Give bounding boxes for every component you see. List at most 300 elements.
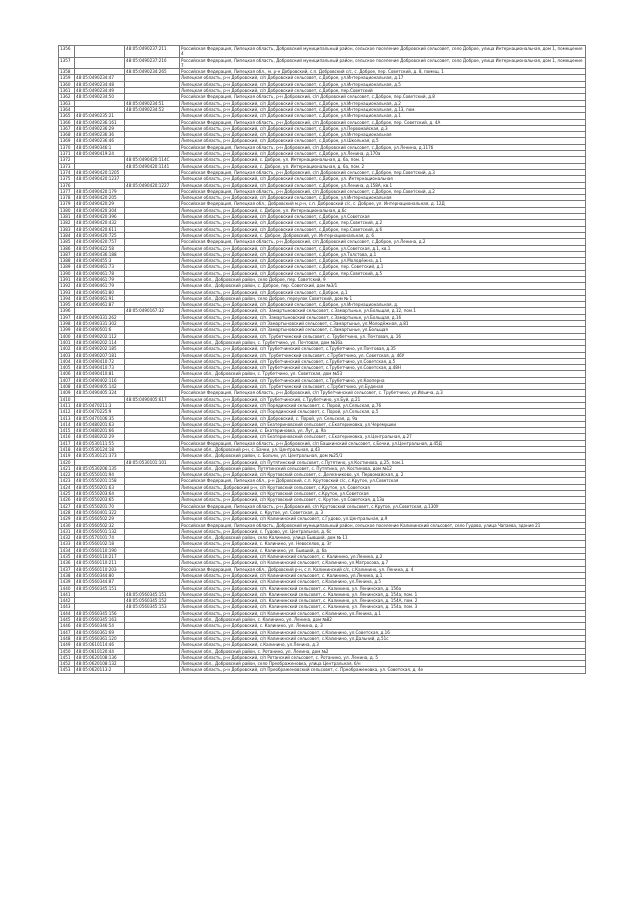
land-cadastral-number-cell: 48:05:0560361:120 xyxy=(75,635,125,641)
address-cell: Российская Федерация, Липецкая область, р-н Добровский, с/п Добровский сельсовет, с.Доброе, пер.Советский, д.8 xyxy=(180,94,586,100)
address-cell: Липецкая обл., Добровский район, село Доброе, переулок Советский, дом № 1 xyxy=(180,295,586,301)
address-cell: Липецкая область, р-н Добровский, с/п. Калининский сельсовет, с. Калинино, ул. Ленинская, д. 154а, пом. 1 xyxy=(180,591,586,597)
row-number-cell: 1416 xyxy=(59,434,75,440)
row-number-cell: 1413 xyxy=(59,415,75,421)
row-number-cell: 1417 xyxy=(59,440,75,446)
land-cadastral-number-cell: 48:05:0490410:72 xyxy=(75,358,125,364)
building-cadastral-number-cell xyxy=(125,667,180,673)
building-cadastral-number-cell: 48:05:0490420:1141 xyxy=(125,163,180,169)
land-cadastral-number-cell: 48:05:0550201:70 xyxy=(75,503,125,509)
address-cell: Липецкая область, р-н Добровский, с/п. Трубетчинский сельсовет, с.Трубетчино, ул.Буденая xyxy=(180,384,586,390)
address-cell: Липецкая обл., Добровский район, с. Доброе, пер. Советский, дом №3/1 xyxy=(180,283,586,289)
row-number-cell: 1449 xyxy=(59,642,75,648)
row-number-cell: 1439 xyxy=(59,579,75,585)
land-cadastral-number-cell: 48:05:0490461:80 xyxy=(75,289,125,295)
address-cell: Липецкая область, р-н Добровский, с. Доброе, ул. Интернациональная, д. 6а, пом. 2 xyxy=(180,163,586,169)
address-cell: Липецкая область, р-н Добровский, с. Доброе, ул. Интернациональная, д.6с xyxy=(180,207,586,213)
address-cell: Липецкая область, р-н Добровский, с/п Замартыновский сельсовет, с.Замартынье, ул.Молодёжная, д.81 xyxy=(180,321,586,327)
address-cell: Липецкая область, р-н Добровский, с/п Преображеновский сельсовет, с. Преображеновка, ул. Советская, д. 4е xyxy=(180,667,586,673)
land-cadastral-number-cell: 48:05:0490461:73 xyxy=(75,264,125,270)
row-number-cell: 1388 xyxy=(59,258,75,264)
address-cell: Липецкая область, р-н Добровский, с/п Добровский сельсовет, с.Доброе, ул.Ленина, д.170а xyxy=(180,151,586,157)
building-cadastral-number-cell: 48:05:0490167:32 xyxy=(125,308,180,314)
address-cell: Липецкая область, р-н Добровский, с/п Трубетчинский сельсовет, с.Трубетчино, ул.Советская, д.5 xyxy=(180,358,586,364)
row-number-cell: 1358 xyxy=(59,69,75,75)
land-cadastral-number-cell: 48:05:0490346:1 xyxy=(75,144,125,150)
row-number-cell: 1379 xyxy=(59,201,75,207)
row-number-cell: 1438 xyxy=(59,572,75,578)
address-cell: Липецкая область, р-н Добровский, с/п Ротанский сельсовет, с. Ротанино, ул. Ленина, д. 5 xyxy=(180,654,586,660)
row-number-cell: 1389 xyxy=(59,264,75,270)
land-cadastral-number-cell: 48:05:0560345:163 xyxy=(75,617,125,623)
address-cell: Липецкая область, р-н Добровский, с/п Калининский сельсовет, с.Калинино, ул.Советская, д.16 xyxy=(180,629,586,635)
address-cell: Липецкая область, р-н Добровский, с/п Калининский сельсовет, с.Гудово, ул.Центральная, д.9 xyxy=(180,516,586,522)
row-number-cell: 1357 xyxy=(59,57,75,69)
land-cadastral-number-cell: 48:05:0560345:156 xyxy=(75,610,125,616)
land-cadastral-number-cell: 48:05:0560361:69 xyxy=(75,629,125,635)
row-number-cell: 1432 xyxy=(59,535,75,541)
address-cell: Липецкая область, р-н Добровский, с/п Крутовский сельсовет, с. Делезниково, ул. Первомайская, д. 2 xyxy=(180,472,586,478)
land-cadastral-number-cell: 48:05:0550101:94 xyxy=(75,472,125,478)
land-cadastral-number-cell: 48:05:0490410:73 xyxy=(75,365,125,371)
land-cadastral-number-cell: 48:05:0490420:757 xyxy=(75,239,125,245)
address-cell: Липецкая область, р-н Добровский, с/п Калининский сельсовет, с.Калинино, ул.Ленина, д.5 xyxy=(180,579,586,585)
land-cadastral-number-cell: 48:05:0490202:112 xyxy=(75,333,125,339)
row-number-cell: 1376 xyxy=(59,182,75,188)
address-cell: Липецкая область, р-н Добровский, с/п Трубетчинский, с.Трубетчино, ул.Буй, д.21 xyxy=(180,396,586,402)
address-cell: Российская Федерация, Липецкая область, р-н Добровский, с/п Добровский сельсовет, с.Доброе, пер. Советский, д. 4А xyxy=(180,119,586,125)
row-number-cell: 1422 xyxy=(59,472,75,478)
land-cadastral-number-cell: 48:05:0480201:63 xyxy=(75,421,125,427)
land-cadastral-number-cell: 48:05:0490422:58 xyxy=(75,245,125,251)
row-number-cell: 1365 xyxy=(59,113,75,119)
address-cell: Липецкая область, р-н Добровский, с. Калинино, ул. Ленина, д. 3 xyxy=(180,623,586,629)
land-cadastral-number-cell: 48:05:0490501:6 xyxy=(75,327,125,333)
land-cadastral-number-cell: 48:05:0550201:158 xyxy=(75,478,125,484)
address-cell: Липецкая область, р-н Добровский, с/п Путятинский сельсовет, с.Путятино, ул.Костинова, д.25, пом.1 xyxy=(180,459,586,465)
address-cell: Липецкая область, р-н Добровский, с/п. Калининский сельсовет, с. Калинино, ул. Ленинская, д. 154А, пом. 2 xyxy=(180,598,586,604)
land-cadastral-number-cell: 48:05:0610114:46 xyxy=(75,642,125,648)
row-number-cell: 1360 xyxy=(59,81,75,87)
land-cadastral-number-cell: 48:05:0550201:63 xyxy=(75,484,125,490)
land-cadastral-number-cell: 48:05:0490461:79 xyxy=(75,283,125,289)
row-number-cell: 1411 xyxy=(59,402,75,408)
address-cell: Липецкая область, р-н Добровский, с/п. Трубетчинский сельсовет, с.Трубетчино, ул. Советская, д. 46У xyxy=(180,352,586,358)
land-cadastral-number-cell: 48:05:0560502:29 xyxy=(75,516,125,522)
land-cadastral-number-cell: 48:05:0560110:211 xyxy=(75,560,125,566)
row-number-cell: 1399 xyxy=(59,327,75,333)
land-cadastral-number-cell: 48:05:0530124:18 xyxy=(75,447,125,453)
land-cadastral-number-cell: 48:05:0490331:262 xyxy=(75,314,125,320)
land-cadastral-number-cell: 48:05:0490405:324 xyxy=(75,390,125,396)
land-cadastral-number-cell: 48:05:0610120:44 xyxy=(75,648,125,654)
row-number-cell: 1435 xyxy=(59,554,75,560)
building-cadastral-number-cell: 48:05:0490237:211 xyxy=(125,46,180,58)
row-number-cell: 1370 xyxy=(59,144,75,150)
address-cell: Липецкая область, р-н Добровский, с/п Екатериновский сельсовет, с.Екатериновка, ул.Черемушки xyxy=(180,421,586,427)
row-number-cell: 1452 xyxy=(59,661,75,667)
address-cell: Липецкая область, р-н Добровский, с. Доброе, Добровский, ул. Интернациональная, д. 6 xyxy=(180,232,586,238)
address-cell: Липецкая область, р-н Добровский, с/п Добровский сельсовет, с.Доброе, ул.Интернациональная, д. xyxy=(180,302,586,308)
row-number-cell: 1397 xyxy=(59,314,75,320)
land-cadastral-number-cell: 48:05:0490202:114 xyxy=(75,339,125,345)
row-number-cell: 1383 xyxy=(59,226,75,232)
land-cadastral-number-cell: 48:05:0490420:179 xyxy=(75,188,125,194)
row-number-cell: 1391 xyxy=(59,276,75,282)
row-number-cell: 1377 xyxy=(59,188,75,194)
address-cell: Липецкая область, р-н Добровский, с/п Добровский сельсовет, с.Доброе, ул.Интернациональная, д.17 xyxy=(180,75,586,81)
address-cell: Липецкая область, р-н Добровский, с. Калинино, ул. Невоселов, д. 3г xyxy=(180,541,586,547)
row-number-cell: 1375 xyxy=(59,176,75,182)
row-number-cell: 1409 xyxy=(59,390,75,396)
land-cadastral-number-cell: 48:05:0490420:1205 xyxy=(75,169,125,175)
address-cell: Липецкая область, р-н Добровский, с/п Калининский сельсовет, с.Калинино, ул.Ленина, д.1 xyxy=(180,610,586,616)
address-cell: Липецкая область, р-н Добровский, с/п Добровский сельсовет, с.Доброе, ул.Советская xyxy=(180,214,586,220)
address-cell: Липецкая область, р-н Добровский, с/п. Калининский сельсовет, с. Калинино, ул. Ленинская, д. 156а xyxy=(180,585,586,591)
address-cell: Липецкая область, р-н Добровский, с/п Добровский сельсовет, с.Доброе, пер.Советский, д.5 xyxy=(180,270,586,276)
address-cell: Российская Федерация, Липецкая область, р-н Добровский, с/п Добровский сельсовет, с.Доброе, пер.Советский, д.2 xyxy=(180,188,586,194)
building-cadastral-number-cell: 48:05:0490237:216 xyxy=(125,57,180,69)
land-cadastral-number-cell: 48:05:0620113:2 xyxy=(75,667,125,673)
address-cell: Липецкая область, р-н Добровский, с/п Добровский сельсовет, с.Доброе, ул.Школьная, д.5 xyxy=(180,138,586,144)
address-cell: Липецкая область, р-н Добровский, с/п Замартыновский сельсовет, с.Замартынье, ул.Больщая xyxy=(180,327,586,333)
address-cell: Липецкая область, р-н Добровский, с/п. Замартыновский сельсовет, с.Замартынье, ул.Больщая, д.12, пом.1 xyxy=(180,308,586,314)
row-number-cell: 1441 xyxy=(59,591,75,597)
row-number-cell: 1361 xyxy=(59,88,75,94)
land-cadastral-number-cell: 48:05:0490419:24 xyxy=(75,151,125,157)
address-cell: Липецкая обл., Добровский район, село Доброе, пер. Советский, 9 xyxy=(180,276,586,282)
address-cell: Липецкая область, р-н Добровский, с/п Добровский сельсовет, с.Доброе, д.1 xyxy=(180,289,586,295)
land-cadastral-number-cell: 48:05:0490461:91 xyxy=(75,295,125,301)
building-cadastral-number-cell: 48:05:0490234:265 xyxy=(125,69,180,75)
address-cell: Липецкая область, р-н Добровский, с/п Екатериновский сельсовет, с.Екатериновка, ул.Центральная, д.27 xyxy=(180,434,586,440)
land-cadastral-number-cell xyxy=(75,57,125,69)
row-number-cell: 1392 xyxy=(59,283,75,289)
land-cadastral-number-cell: 48:05:0490455:3 xyxy=(75,258,125,264)
land-cadastral-number-cell: 48:05:0470106:35 xyxy=(75,415,125,421)
land-cadastral-number-cell: 48:05:0490436:188 xyxy=(75,251,125,257)
row-number-cell: 1373 xyxy=(59,163,75,169)
land-cadastral-number-cell: 48:05:0490236:46 xyxy=(75,138,125,144)
land-cadastral-number-cell: 48:05:0490420:611 xyxy=(75,226,125,232)
land-cadastral-number-cell: 48:05:0490207:181 xyxy=(75,352,125,358)
address-cell: Липецкая область, р-н Добровский, с/п. Калининский сельсовет, с. Калинино, ул. Ленинская, д. 154а, пом. 3 xyxy=(180,604,586,610)
row-number-cell: 1414 xyxy=(59,421,75,427)
land-cadastral-number-cell: 48:05:0490420:396 xyxy=(75,214,125,220)
address-cell: Липецкая область, р-н Добровский, с/п Добровский сельсовет, с.Доброе, пер.Советский xyxy=(180,88,586,94)
land-cadastral-number-cell: 48:05:0560502:32 xyxy=(75,522,125,528)
row-number-cell: 1424 xyxy=(59,484,75,490)
address-cell: Липецкая область, р-н Добровский, с/п Добровский сельсовет, с.Доброе, ул.Интернациональная xyxy=(180,195,586,201)
row-number-cell: 1369 xyxy=(59,138,75,144)
address-cell: Липецкая область, Добровский р-н, с/п Крутовский сельсовет, с.Крутое, ул. Советская xyxy=(180,484,586,490)
address-cell: Липецкая область, р-н Добровский, с/п Добровский сельсовет, с.Доброе, пер.Советский, д.6 xyxy=(180,226,586,232)
row-number-cell: 1426 xyxy=(59,497,75,503)
building-cadastral-number-cell: 48:05:0560345:151 xyxy=(125,591,180,597)
row-number-cell: 1430 xyxy=(59,522,75,528)
address-cell: Российская Федерация, Липецкая область, Добровский муниципальный район, сельское поселение Калининский сельсовет, село Гудово, улица Чапаева, здание 21 xyxy=(180,522,586,528)
row-number-cell: 1372 xyxy=(59,157,75,163)
land-cadastral-number-cell: 48:05:0490331:302 xyxy=(75,321,125,327)
address-cell: Липецкая область, р-н Добровский, с/п Трубетчинский сельсовет, с.Трубетчино, ул.Почтовая, д.35 xyxy=(180,346,586,352)
land-cadastral-number-cell: 48:05:0560501:132 xyxy=(75,528,125,534)
row-number-cell: 1403 xyxy=(59,352,75,358)
land-cadastral-number-cell: 48:05:0560110:217 xyxy=(75,554,125,560)
address-cell: Российская Федерация, Липецкая область, Добровский муниципальный район, сельское поселение Добровский сельсовет, село Доброе, улица Интернациональная, дом 1, помещение 4 xyxy=(180,46,586,58)
row-number-cell: 1404 xyxy=(59,358,75,364)
row-number-cell: 1448 xyxy=(59,635,75,641)
land-cadastral-number-cell: 48:05:0490420:432 xyxy=(75,220,125,226)
row-number-cell: 1378 xyxy=(59,195,75,201)
address-cell: Липецкая обл., Добровский район, село Калинино, улица Бывший, дом № 11 xyxy=(180,535,586,541)
address-cell: Липецкая область, р-н Добровский, с/п Добровский сельсовет, с.Доброе, ул.Советская, д.1, кв.1 xyxy=(180,245,586,251)
address-cell: Липецкая обл., Добровский р-н, с. Бачки, ул. Центральная, д.43 xyxy=(180,447,586,453)
land-cadastral-number-cell: 48:05:0490234:49 xyxy=(75,88,125,94)
address-cell: Липецкая область, р-н Добровский, с/п Добровский сельсовет, с.Доброе, ул.Молодёжна, д.1 xyxy=(180,258,586,264)
row-number-cell: 1359 xyxy=(59,75,75,81)
address-cell: Липецкая область, р-н Добровский, с. Калинино, ул. Бывший, д. 6а xyxy=(180,547,586,553)
row-number-cell: 1437 xyxy=(59,566,75,572)
row-number-cell: 1390 xyxy=(59,270,75,276)
address-cell: Липецкая область, р-н Добровский, с/п Добровский сельсовет, с.Доброе, ул.Интернациональная, д.2 xyxy=(180,100,586,106)
row-number-cell: 1366 xyxy=(59,119,75,125)
address-cell: Липецкая область, р-н Добровский, с. Екатериновка, ул. Луг, д. 9а xyxy=(180,428,586,434)
row-number-cell: 1374 xyxy=(59,169,75,175)
address-cell: Липецкая область, р-н Добровский, с/п Калининский сельсовет, с. Калинино, ул.Ленина, д.2 xyxy=(180,554,586,560)
address-cell: Липецкая область, р-н Добровский, с/п Добровский сельсовет, с.Доброе, ул.Интернациональная, д.1 xyxy=(180,113,586,119)
address-cell: Российская Федерация, Липецкая обл., м. р-н Добровский, с.п. Добровский с/с, с. Доброе, пер. Советский, д. 8, помещ. 1 xyxy=(180,69,586,75)
land-cadastral-number-cell: 48:05:0490410:81 xyxy=(75,371,125,377)
land-cadastral-number-cell: 48:05:0560110:190 xyxy=(75,547,125,553)
row-number-cell: 1381 xyxy=(59,214,75,220)
row-number-cell: 1371 xyxy=(59,151,75,157)
land-cadastral-number-cell: 48:05:0560344:80 xyxy=(75,572,125,578)
building-cadastral-number-cell: 48:05:0560345:152 xyxy=(125,598,180,604)
building-cadastral-number-cell: 48:05:0490234:51 xyxy=(125,100,180,106)
row-number-cell: 1382 xyxy=(59,220,75,226)
land-cadastral-number-cell: 48:05:0620108:132 xyxy=(75,661,125,667)
address-cell: Липецкая область, р-н Добровский, с/п Калининский сельсовет, с.Калинино, ул.Матросова, д.7 xyxy=(180,560,586,566)
land-cadastral-number-cell: 48:05:0570101:74 xyxy=(75,535,125,541)
land-cadastral-number-cell: 48:05:0490420:205 xyxy=(75,195,125,201)
building-cadastral-number-cell: 48:05:0560345:153 xyxy=(125,604,180,610)
land-cadastral-number-cell: 48:05:0490420:1237 xyxy=(75,176,125,182)
land-cadastral-number-cell: 48:05:0490461:78 xyxy=(75,270,125,276)
row-number-cell: 1393 xyxy=(59,289,75,295)
row-number-cell: 1356 xyxy=(59,46,75,58)
address-cell: Липецкая область, р-н Добровский, с/п Трубетчинский сельсовет, с.Трубетчино, ул.Советская, д.48Н xyxy=(180,365,586,371)
land-cadastral-number-cell: 48:05:0560345:151 xyxy=(75,585,125,591)
address-cell: Липецкая обл., Добровский район, с. Больчи, ул. Центральная, дом №25/1 xyxy=(180,453,586,459)
land-cadastral-number-cell: 48:05:0490234:48 xyxy=(75,81,125,87)
address-cell: Липецкая область, р-н Добровский, с/п Порядинский сельсовет, с. Порой, ул.Сельская, д.76 xyxy=(180,402,586,408)
row-number-cell: 1364 xyxy=(59,106,75,112)
address-cell: Липецкая область, р-н Добровский, с/п Калининский сельсовет, с.Калинино, ул.Дальний, д.51с xyxy=(180,635,586,641)
address-cell: Липецкая область, р-н Добровский, с/п Добровский, с. Порой, ул. Сельская, д. 9а xyxy=(180,415,586,421)
row-number-cell: 1453 xyxy=(59,667,75,673)
row-number-cell: 1363 xyxy=(59,100,75,106)
land-cadastral-number-cell: 48:05:0490420:725 xyxy=(75,232,125,238)
row-number-cell: 1398 xyxy=(59,321,75,327)
land-cadastral-number-cell xyxy=(75,46,125,58)
row-number-cell: 1415 xyxy=(59,428,75,434)
land-cadastral-number-cell: 48:05:0620108:136 xyxy=(75,654,125,660)
address-cell: Липецкая область, р-н Добровский, с/п Крутовский сельсовет, с.Крутое, ул.Советская xyxy=(180,491,586,497)
address-cell: Российская Федерация, Липецкая область, р-н Добровский, с/п Крутовский сельсовет, с.Крутое, ул.Советская, д.130У xyxy=(180,503,586,509)
row-number-cell: 1428 xyxy=(59,509,75,515)
address-cell: Липецкая область, р-н Добровский, с.Калинино, ул.Ленина, д.3 xyxy=(180,642,586,648)
address-cell: Липецкая область, р-н Добровский, с/п Добровский сельсовет, с.Доброе, ул.Ленина, д.158А, кв.1 xyxy=(180,182,586,188)
land-cadastral-number-cell: 48:05:0490405:142 xyxy=(75,384,125,390)
row-number-cell: 1420 xyxy=(59,459,75,465)
row-number-cell: 1440 xyxy=(59,585,75,591)
land-cadastral-number-cell: 48:05:0480202:29 xyxy=(75,434,125,440)
land-cadastral-number-cell: 48:05:0550203:64 xyxy=(75,491,125,497)
address-cell: Российская Федерация, Липецкая область, р-н Добровский, с/п Башкинский сельсовет, с.Бочки, ул.Центральная, д.45Д xyxy=(180,440,586,446)
row-number-cell: 1425 xyxy=(59,491,75,497)
address-cell: Липецкая область, р-н Добровский, с/п Добровский сельсовет, с.Доброе, ул.Интернациональная, д.13, пом. xyxy=(180,106,586,112)
address-cell: Липецкая область, р-н Добровский, с/п. Замартыновский сельсовет, с.Замартынье, ул.Больщая, д.16 xyxy=(180,314,586,320)
row-number-cell: 1384 xyxy=(59,232,75,238)
land-cadastral-number-cell: 48:05:0490235:21 xyxy=(75,113,125,119)
row-number-cell: 1419 xyxy=(59,453,75,459)
land-cadastral-number-cell: 48:05:0550203:65 xyxy=(75,497,125,503)
land-cadastral-number-cell: 48:05:0490236:161 xyxy=(75,119,125,125)
row-number-cell: 1429 xyxy=(59,516,75,522)
property-register-table xyxy=(58,45,586,674)
row-number-cell: 1401 xyxy=(59,339,75,345)
land-cadastral-number-cell: 48:05:0490234:50 xyxy=(75,94,125,100)
row-number-cell: 1447 xyxy=(59,629,75,635)
address-cell: Липецкая обл., Добровский район, Путятинский сельсовет, с. Путятина, ул. Костинова, дом №12 xyxy=(180,465,586,471)
address-cell: Российская Федерация, Липецкая область, р-н Добровский, с/п Добровский сельсовет, с.Доброе, ул.Ленина, д.117б xyxy=(180,144,586,150)
row-number-cell: 1412 xyxy=(59,409,75,415)
row-number-cell: 1442 xyxy=(59,598,75,604)
address-cell: Липецкая область, р-н Добровский, с/п Добровский сельсовет, с.Доброе, ул.Толстова, д.1 xyxy=(180,251,586,257)
table-row xyxy=(59,57,586,69)
land-cadastral-number-cell: 48:05:0490236:36 xyxy=(75,132,125,138)
address-cell: Российская Федерация, Липецкая область, Добровский муниципальный район, сельское поселение Добровский сельсовет, село Доброе, улица Интернациональная, дом 1, помещение 7 xyxy=(180,57,586,69)
land-cadastral-number-cell: 48:05:0560102:18 xyxy=(75,541,125,547)
land-cadastral-number-cell: 48:05:0490461:87 xyxy=(75,302,125,308)
row-number-cell: 1450 xyxy=(59,648,75,654)
address-cell: Липецкая область, р-н Добровский, с. Крутое, ул. Советская, д. 3 xyxy=(180,509,586,515)
land-cadastral-number-cell: 48:05:0490402:116 xyxy=(75,377,125,383)
address-cell: Липецкая область, р-н Добровский, с/п Добровский сельсовет, с.Доброе, пер. Советский, д.1 xyxy=(180,264,586,270)
address-cell: Липецкая область, р-н Добровский, с/п Добровский сельсовет, с.Доброе, ул.Интернациональная xyxy=(180,132,586,138)
row-number-cell: 1386 xyxy=(59,245,75,251)
register-table-body xyxy=(59,46,586,674)
land-cadastral-number-cell: 48:05:0490234:47 xyxy=(75,75,125,81)
address-cell: Липецкая обл., Добровский район, с. Ротанино, ул. Ленина, дом №2 xyxy=(180,648,586,654)
land-cadastral-number-cell: 48:05:0470211:3 xyxy=(75,402,125,408)
address-cell: Российская Федерация, Липецкая обл., Добровский м.р-н, с.п. Добровский с/с, с. Доброе, ул. Интернациональная, д. 12Д xyxy=(180,201,586,207)
row-number-cell: 1406 xyxy=(59,371,75,377)
row-number-cell: 1385 xyxy=(59,239,75,245)
row-number-cell: 1395 xyxy=(59,302,75,308)
row-number-cell: 1443 xyxy=(59,604,75,610)
building-cadastral-number-cell: 48:05:0530101:101 xyxy=(125,459,180,465)
building-cadastral-number-cell: 48:05:0490420:114С xyxy=(125,157,180,163)
row-number-cell: 1408 xyxy=(59,384,75,390)
table-row xyxy=(59,46,586,58)
row-number-cell: 1451 xyxy=(59,654,75,660)
land-cadastral-number-cell: 48:05:0560110:203 xyxy=(75,566,125,572)
row-number-cell: 1362 xyxy=(59,94,75,100)
address-cell: Липецкая область, р-н Добровский, с/п Добровский сельсовет, с.Доброе, пер.Советский, д.2 xyxy=(180,220,586,226)
row-number-cell: 1418 xyxy=(59,447,75,453)
row-number-cell: 1433 xyxy=(59,541,75,547)
row-number-cell: 1380 xyxy=(59,207,75,213)
row-number-cell: 1434 xyxy=(59,547,75,553)
land-cadastral-number-cell: 48:05:0470225:9 xyxy=(75,409,125,415)
building-cadastral-number-cell: 48:05:0490405:617 xyxy=(125,396,180,402)
row-number-cell: 1405 xyxy=(59,365,75,371)
row-number-cell: 1445 xyxy=(59,617,75,623)
land-cadastral-number-cell: 48:05:0560346:54 xyxy=(75,623,125,629)
row-number-cell: 1387 xyxy=(59,251,75,257)
address-cell: Липецкая обл., Добровский район, с. Трубетчино, ул. Советская, дом №53 xyxy=(180,371,586,377)
address-cell: Российская Федерация, Липецкая обл., р-н Добровский, с.п. Крутовский с/с, с.Крутое, ул.Советская xyxy=(180,478,586,484)
land-cadastral-number-cell: 48:05:0560401:322 xyxy=(75,509,125,515)
row-number-cell: 1368 xyxy=(59,132,75,138)
land-cadastral-number-cell: 48:05:0490420:304 xyxy=(75,207,125,213)
address-cell: Липецкая область, р-н Добровский, с/п Калининский сельсовет, с. Калинино, ул.Ленина, д.1 xyxy=(180,572,586,578)
row-number-cell: 1421 xyxy=(59,465,75,471)
address-cell: Липецкая область, р-н Добровский, с/п Трубетчинский сельсовет, с.Трубетчино, ул.Кооперна xyxy=(180,377,586,383)
land-cadastral-number-cell: 48:05:0530206:135 xyxy=(75,465,125,471)
row-number-cell: 1396 xyxy=(59,308,75,314)
land-cadastral-number-cell: 48:05:0530111:55 xyxy=(75,440,125,446)
address-cell: Липецкая область, р-н Добровский, с/п Добровский сельсовет, с.Доброе, ул.Интернациональная, д.5 xyxy=(180,81,586,87)
row-number-cell: 1431 xyxy=(59,528,75,534)
address-cell: Липецкая обл., Добровский район, с. Калинино, ул. Ленина, дом №82 xyxy=(180,617,586,623)
address-cell: Липецкая область, р-н Добровский, с. Гудово, ул. Центральная, д. 6с xyxy=(180,528,586,534)
address-cell: Липецкая область, р-н Добровский, с. Доброе, ул. Интернациональная, д. 6а, пом. 1 xyxy=(180,157,586,163)
address-cell: Липецкая область, р-н Добровский, с/п Добровский сельсовет, с.Доброе, ул. Интернациональная xyxy=(180,176,586,182)
row-number-cell: 1446 xyxy=(59,623,75,629)
address-cell: Липецкая область, р-н Добровский, с/п Крутовский сельсовет, с. Крутое, ул.Советская, д.13а xyxy=(180,497,586,503)
address-cell: Российская Федерация, Липецкая область, р-н Добровский, с/п Трубетчинский сельсовет, с. Трубетчино, ул.Ильича, д.3 xyxy=(180,390,586,396)
land-cadastral-number-cell: 48:05:0490461:79 xyxy=(75,276,125,282)
land-cadastral-number-cell: 48:05:0530121:373 xyxy=(75,453,125,459)
table-row xyxy=(59,667,586,673)
row-number-cell: 1367 xyxy=(59,125,75,131)
address-cell: Российская Федерация, Липецкая область, р-н Добровский, с/п Добровский сельсовет, с.Доброе, пер.Советский, д.3 xyxy=(180,169,586,175)
land-cadastral-number-cell: 48:05:0490202:185 xyxy=(75,346,125,352)
row-number-cell: 1407 xyxy=(59,377,75,383)
land-cadastral-number-cell: 48:05:0490420:29 xyxy=(75,201,125,207)
row-number-cell: 1400 xyxy=(59,333,75,339)
land-cadastral-number-cell: 48:05:0560344:87 xyxy=(75,579,125,585)
address-cell: Липецкая область, р-н Добровский, с/п. Трубетчинский сельсовет, с. Трубетчино, ул. Почтовая, д. 16 xyxy=(180,333,586,339)
building-cadastral-number-cell: 48:05:0490420:1227 xyxy=(125,182,180,188)
row-number-cell: 1423 xyxy=(59,478,75,484)
building-cadastral-number-cell: 48:05:0490234:52 xyxy=(125,106,180,112)
address-cell: Российская Федерация, Липецкая обл., Добровский р-н, с.п. Калининский с/с, с.Калинино, ул. Ленина, д. 4 xyxy=(180,566,586,572)
row-number-cell: 1427 xyxy=(59,503,75,509)
row-number-cell: 1402 xyxy=(59,346,75,352)
row-number-cell: 1410 xyxy=(59,396,75,402)
land-cadastral-number-cell: 48:05:0490236:29 xyxy=(75,125,125,131)
row-number-cell: 1394 xyxy=(59,295,75,301)
row-number-cell: 1436 xyxy=(59,560,75,566)
address-cell: Липецкая область, р-н Добровский, с/п Добровский сельсовет, с.Доброе, ул.Первомайская, д.3 xyxy=(180,125,586,131)
address-cell: Липецкая область, р-н Добровский, с/п Порядинский сельсовет, с. Порой, ул.Сельская, д.5 xyxy=(180,409,586,415)
row-number-cell: 1444 xyxy=(59,610,75,616)
address-cell: Липецкая обл., Добровский район, село Преображеновка, улица Центральная, б/н xyxy=(180,661,586,667)
land-cadastral-number-cell: 48:05:0480201:66 xyxy=(75,428,125,434)
